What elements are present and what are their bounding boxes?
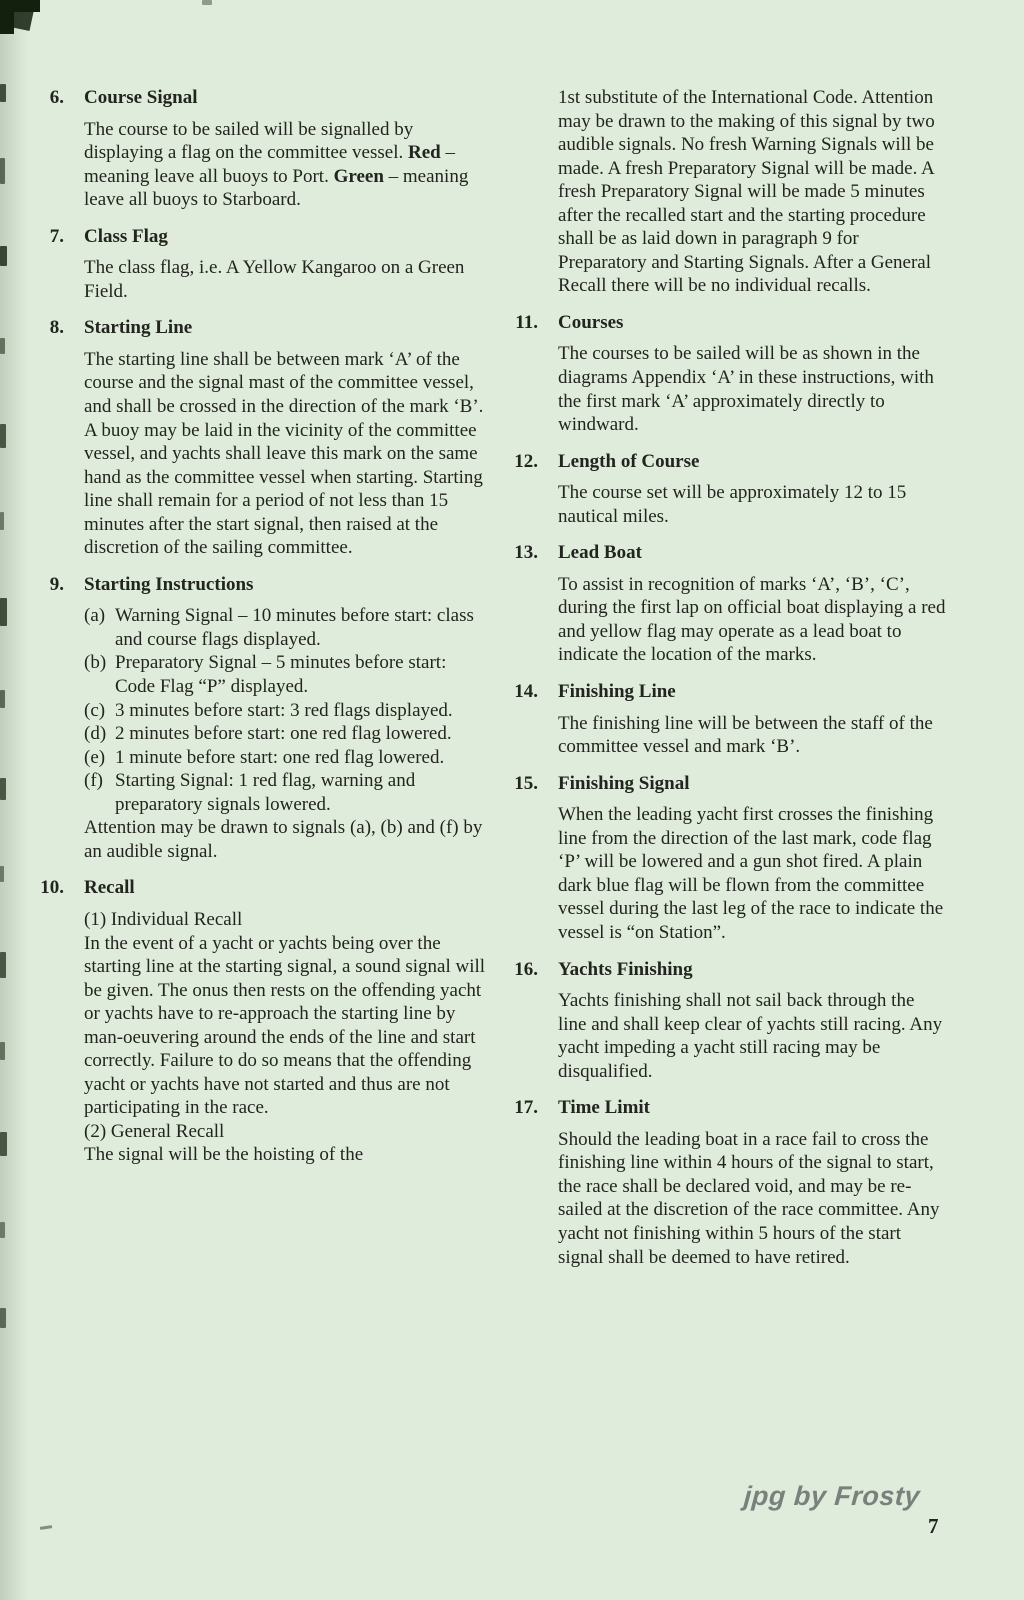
binding-edge-shadow [0,0,28,1600]
scan-bottom-mark [40,1525,52,1530]
scan-edge-mark [0,1132,7,1156]
section-number [512,86,538,298]
text-run: Attention may be drawn to signals (a), (b) and (f) by an audible signal. [84,817,483,862]
section-time-limit [512,1096,946,1269]
list-item [84,769,490,816]
section-content [84,876,490,1167]
section-number: 17. [514,1097,538,1119]
section-title: Time Limit [558,1097,651,1119]
section-number: 12. [514,450,538,472]
scan-edge-mark [0,1222,5,1238]
section-number: 13. [514,542,538,564]
scan-corner-mark [8,5,34,31]
list-item-text [115,722,490,746]
text-run: (1) Individual Recall [84,908,243,930]
scan-edge-mark [0,778,6,800]
paragraph [558,989,946,1083]
section-course-signal [38,86,490,212]
paragraph [558,342,946,436]
section-number: 16. [514,958,538,980]
section-title: Lead Boat [558,542,642,564]
list-item-text [115,746,490,770]
section-lead-boat [512,541,946,667]
scan-edge-mark [0,338,5,354]
section-continuation [512,86,946,298]
section-title: Length of Course [558,450,700,472]
section-recall [38,876,490,1167]
text-run: Preparatory Signal – 5 minutes before start: Code Flag “P” displayed. [115,652,447,698]
paragraph [84,118,490,212]
text-run: In the event of a yacht or yachts being over the starting line at the starting signal, a sound signal will be given. The onus then rests on the offending yacht or yachts have to re-approach the starting line by man-oeuvering around the ends of the line and start correctly. Failure to do so means that the offending yacht or yachts have not started and thus are not participating in the race. [84,932,486,1119]
list-item-text [115,769,490,816]
list-item [84,746,490,770]
scan-edge-mark [0,84,6,102]
section-title: Finishing Line [558,681,676,703]
paragraph [558,86,946,298]
text-run: 2 minutes before start: one red flag lowered. [115,723,452,745]
text-run: (2) General Recall [84,1120,225,1142]
text-run: The starting line shall be between mark ‘A’ of the course and the signal mast of the committee vessel, and shall be crossed in the direction of the mark ‘B’. A buoy may be laid in the vicinity of the committee vessel, and yachts shall leave this mark on the same hand as the committee vessel when starting. Starting line shall remain for a period of not less than 15 minutes after the start signal, then raised at the discretion of the sailing committee. [84,348,484,559]
text-run: When the leading yacht first crosses the finishing line from the direction of the last mark, code flag ‘P’ will be lowered and a gun shot fired. A plain dark blue flag will be flown from the committee vessel during the last leg of the race to indicate the vessel is “on Station”. [558,804,944,943]
list-item-text [115,604,490,651]
page-number: 7 [928,1514,939,1538]
section-number: 9. [49,573,64,595]
scan-edge-mark [0,512,4,530]
section-content [558,958,946,1084]
text-run: The courses to be sailed will be as shown in the diagrams Appendix ‘A’ in these instructions, with the first mark ‘A’ approximately directly to windward. [558,343,934,436]
paragraph [84,348,490,560]
text-run: The course to be sailed will be signalled by displaying a flag on the committee vessel. [84,118,414,164]
list-item-label: (f) [84,770,103,792]
text-run: – meaning leave all buoys to Port. [84,142,455,187]
list-item-label: (e) [84,746,106,768]
scan-edge-mark [0,424,6,448]
section-title: Yachts Finishing [558,958,693,980]
section-content [558,772,946,945]
scan-edge-mark [0,1042,5,1060]
paragraph [558,1128,946,1269]
section-content [558,680,946,759]
list-item-label: (d) [84,723,107,745]
section-length-of-course [512,450,946,529]
section-courses [512,311,946,437]
text-run: Starting Signal: 1 red flag, warning and preparatory signals lowered. [115,770,416,815]
paragraph [84,932,490,1120]
list-item [84,604,490,651]
scan-edge-mark [0,952,6,978]
section-title: Starting Instructions [84,573,254,595]
section-title: Courses [558,311,624,333]
text-run: The class flag, i.e. A Yellow Kangaroo on a Green Field. [84,257,465,302]
list-item [84,699,490,723]
list-item-label: (b) [84,652,107,674]
scan-edge-mark [0,598,7,626]
section-content [558,311,946,437]
section-number: 11. [515,311,538,333]
text-run: 3 minutes before start: 3 red flags displayed. [115,699,453,721]
paragraph [558,481,946,528]
section-content [84,316,490,559]
text-run: To assist in recognition of marks ‘A’, ‘B’, ‘C’, during the first lap on official boat displaying a red and yellow flag may operate as a lead boat to indicate the location of the marks. [558,573,946,666]
list-item [84,722,490,746]
section-content [84,225,490,304]
paragraph [558,712,946,759]
section-title: Finishing Signal [558,772,690,794]
section-content [558,541,946,667]
section-content [84,573,490,864]
section-class-flag [38,225,490,304]
text-run: 1 minute before start: one red flag lowered. [115,746,445,768]
scan-edge-mark [0,246,7,266]
section-title: Class Flag [84,225,168,247]
section-content [558,86,946,298]
list-item [84,651,490,698]
bold-text-run: Green [333,165,384,187]
section-title: Starting Line [84,317,193,339]
text-run: – meaning leave all buoys to Starboard. [84,165,469,211]
section-content [84,86,490,212]
section-number: 10. [40,877,64,899]
text-run: The course set will be approximately 12 to 15 nautical miles. [558,482,907,527]
section-content [558,450,946,529]
bold-text-run: Red [407,142,441,164]
paragraph [84,908,490,932]
section-finishing-line [512,680,946,759]
section-number: 14. [514,681,538,703]
scan-edge-mark [0,866,4,882]
watermark-text: jpg by Frosty [743,1481,922,1511]
section-number: 15. [514,772,538,794]
paragraph [558,803,946,944]
section-content [558,1096,946,1269]
list-item-text [115,699,490,723]
text-run: Warning Signal – 10 minutes before start: class and course flags displayed. [115,605,474,650]
list-item-label: (c) [84,699,106,721]
paragraph [84,1143,490,1167]
text-run: Yachts finishing shall not sail back through the line and shall keep clear of yachts still racing. Any yacht impeding a yacht still racing may be disqualified. [558,990,943,1082]
left-column [38,86,490,1269]
text-run: 1st substitute of the International Code. Attention may be drawn to the making of this signal by two audible signals. No fresh Warning Signals will be made. A fresh Preparatory Signal will be made. A fresh Preparatory Signal will be made 5 minutes after the recalled start and the starting procedure shall be as laid down in paragraph 9 for Preparatory and Starting Signals. After a General Recall there will be no individual recalls. [558,87,935,297]
section-title: Recall [84,877,135,899]
text-run: The finishing line will be between the staff of the committee vessel and mark ‘B’. [558,712,933,758]
paragraph [84,816,490,863]
paragraph [558,573,946,667]
section-finishing-signal [512,772,946,945]
section-starting-instructions [38,573,490,864]
section-yachts-finishing [512,958,946,1084]
scan-edge-mark [0,690,5,708]
list-item-text [115,651,490,698]
text-run: The signal will be the hoisting of the [84,1144,364,1166]
section-starting-line [38,316,490,559]
scan-edge-mark [0,1308,6,1328]
section-number: 6. [49,87,64,108]
scan-edge-mark [202,0,212,5]
section-number: 7. [49,225,64,247]
paragraph [84,256,490,303]
two-column-layout [38,86,946,1269]
right-column [512,86,946,1269]
section-number: 8. [49,317,64,339]
list-item-label: (a) [84,605,106,627]
scan-edge-mark [0,158,5,184]
text-run: Should the leading boat in a race fail to cross the finishing line within 4 hours of the signal to start, the race shall be declared void, and may be re-sailed at the discretion of the race committee. Any yacht not finishing within 5 hours of the start signal shall be deemed to have retired. [558,1128,940,1268]
paragraph [84,1120,490,1144]
section-title: Course Signal [84,87,198,108]
